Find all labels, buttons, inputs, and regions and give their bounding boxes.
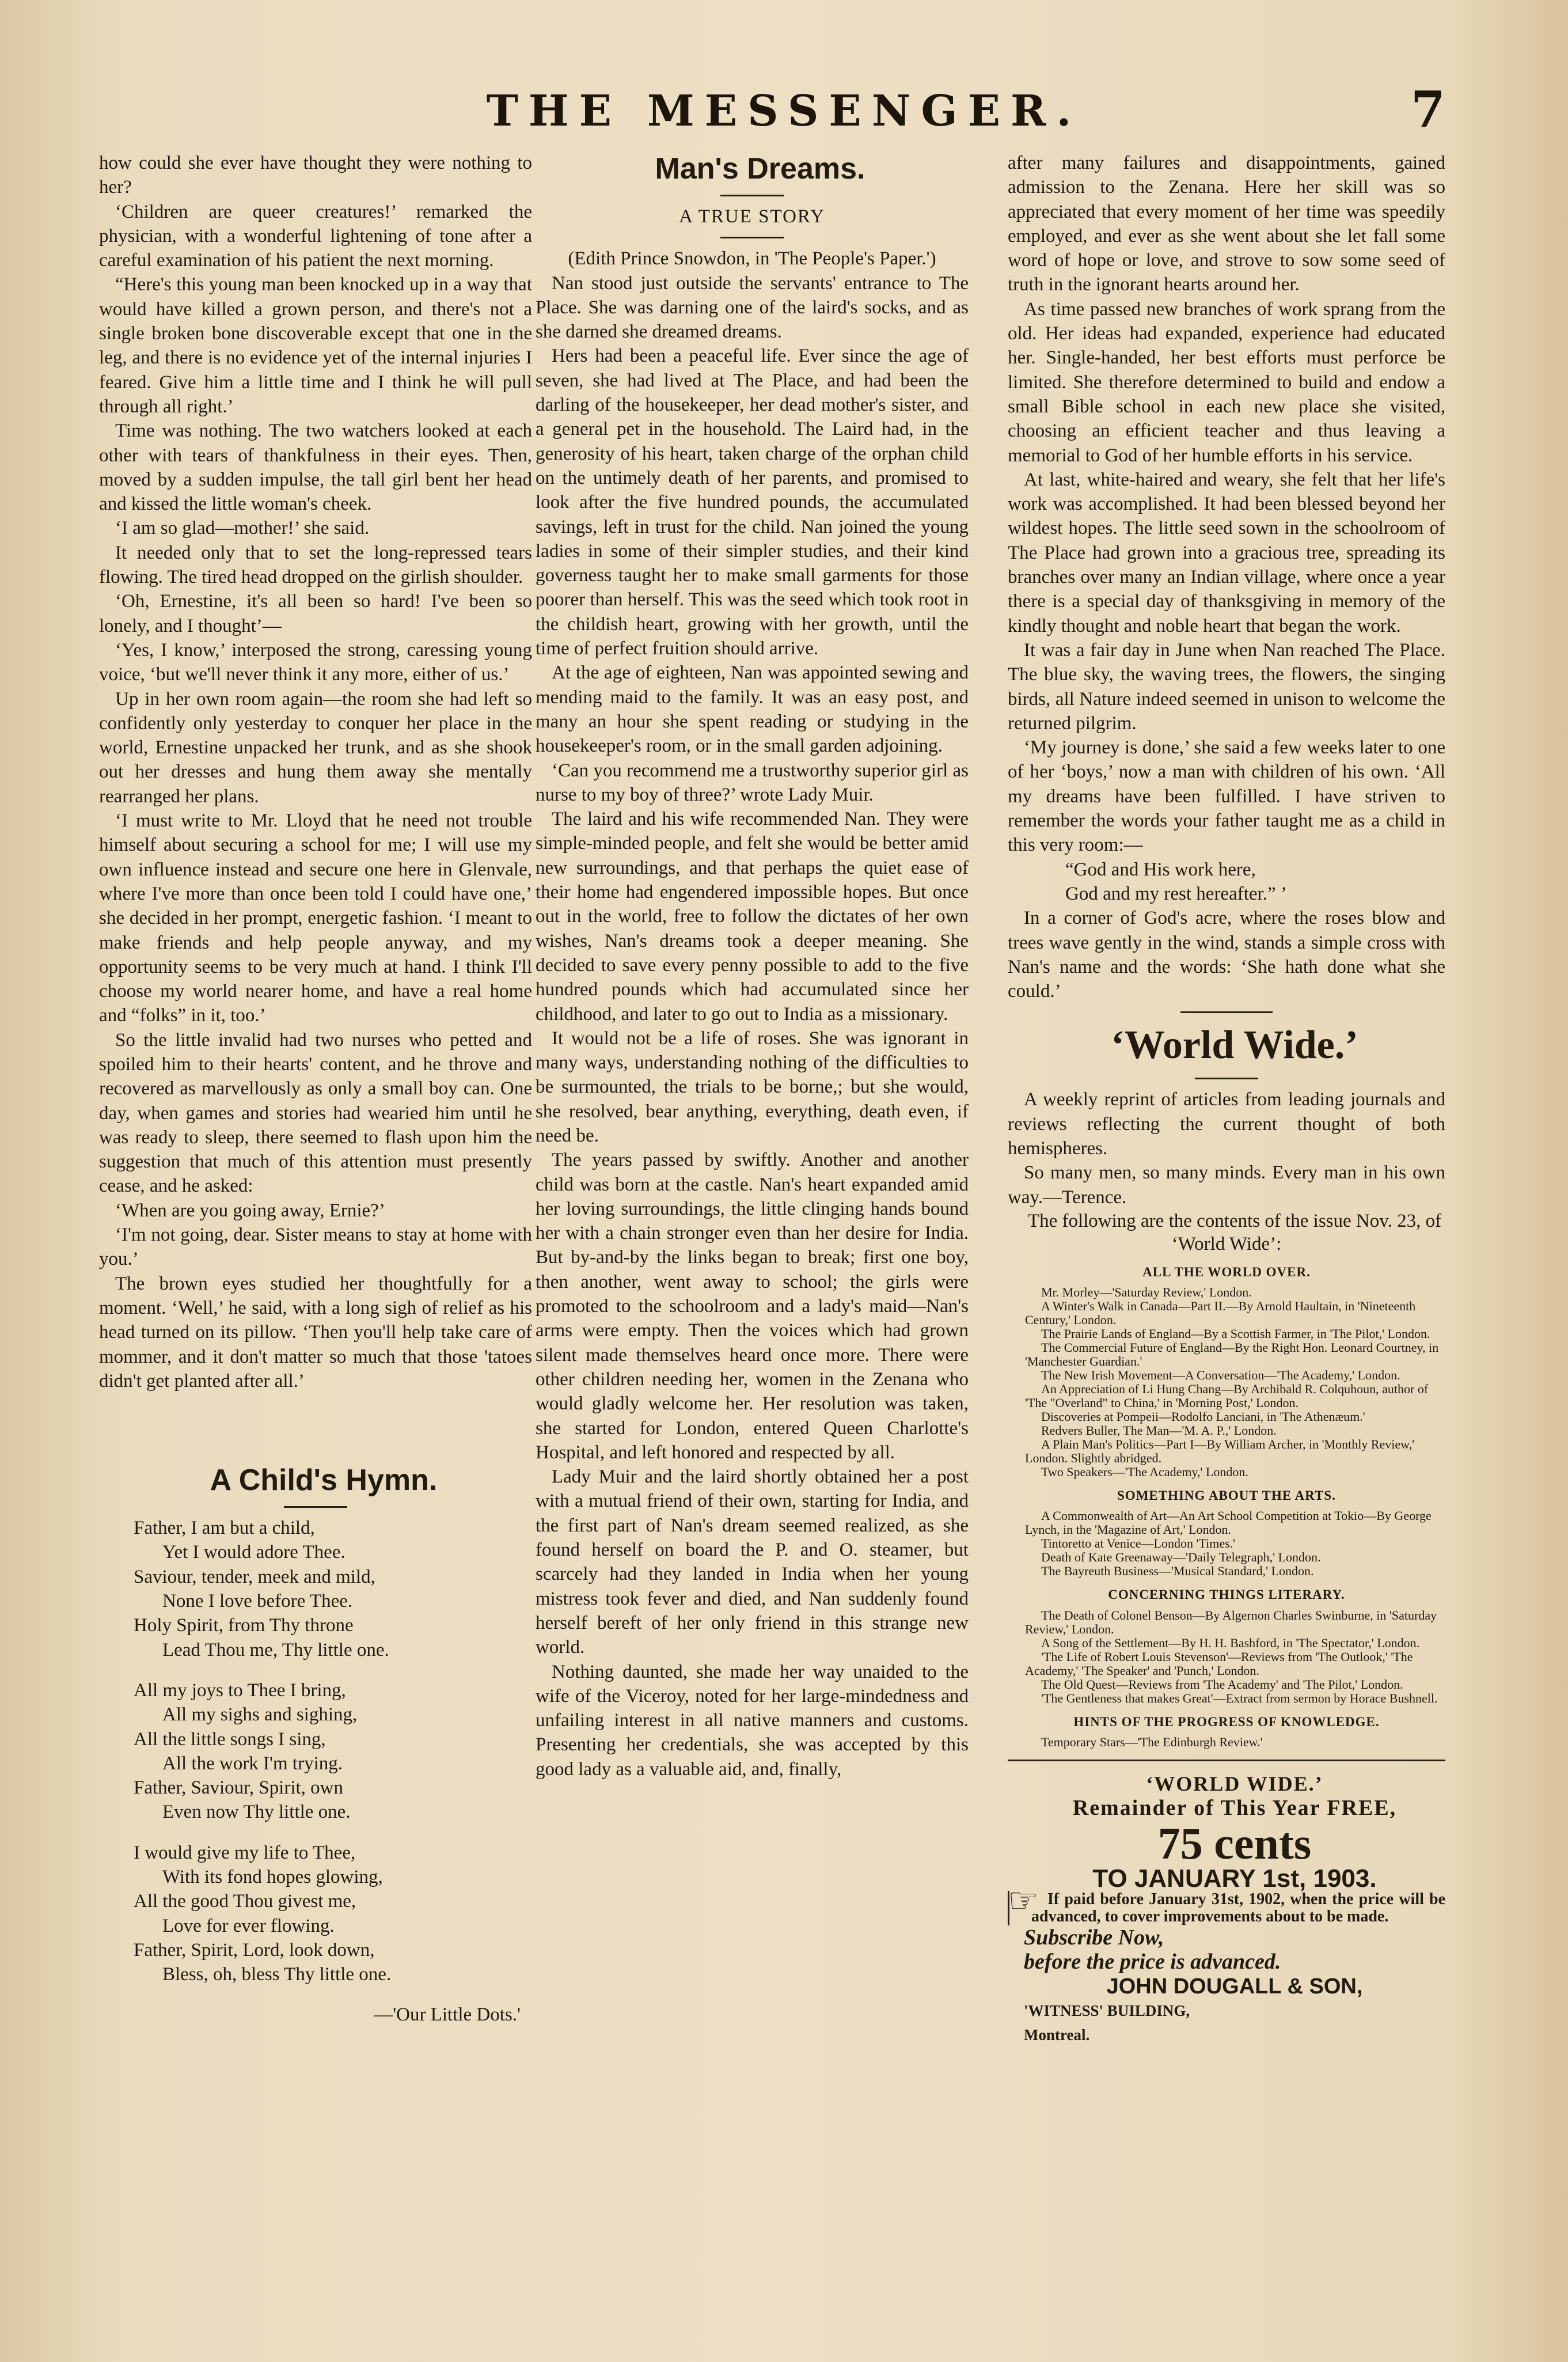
hymn-stanza xyxy=(99,1516,532,1662)
paragraph: At last, white-haired and weary, she felt that her life's work was accomplished. It had been blessed beyond her wildest hopes. The little seed sown in the schoolroom of The Place had grown into a gracious tree, spreading its branches over many an Indian village, where once a year there is a special day of thanksgiving in memory of the kindly thought and noble heart that began the work. xyxy=(1008,469,1445,636)
subscription-ad xyxy=(1008,1772,1445,2047)
paragraph: It needed only that to set the long-repressed tears flowing. The tired head dropped on the girlish shoulder. xyxy=(99,542,532,588)
paragraph: The years passed by swiftly. Another and another child was born at the castle. Nan's heart expanded amid her loving surroundings, the little clinging hands bound her with a chain stronger even than her desire for India. But by-and-by the links began to break; first one boy, then another, went away to school; the girls were promoted to the schoolroom and a lady's maid—Nan's arms were empty. Then the voices which had grown silent made themselves heard once more. There were other children needing her, women in the Zenana who would gladly welcome her. Her resolution was taken, she started for London, entered Queen Charlotte's Hospital, and left honored and respected by all. xyxy=(536,1150,969,1463)
contents-entry: The Bayreuth Business—'Musical Standard,' London. xyxy=(1041,1564,1314,1579)
page-number: 7 xyxy=(1411,81,1445,139)
contents-entry: A Winter's Walk in Canada—Part II.—By Arnold Haultain, in 'Nineteenth Century,' London. xyxy=(1025,1299,1416,1328)
contents-entry: The New Irish Movement—A Conversation—'The Academy,' London. xyxy=(1041,1368,1400,1383)
paragraph: ‘My journey is done,’ she said a few weeks later to one of her ‘boys,’ now a man with children of his own. ‘All my dreams have been fulfilled. I have striven to remember the words your father taught me as a child in this very room:— xyxy=(1008,737,1445,856)
hymn-line: Bless, oh, bless Thy little one. xyxy=(162,1964,392,1985)
paragraph: Lady Muir and the laird shortly obtained her a post with a mutual friend of their own, starting for India, and the first part of Nan's dream seemed realized, as she found herself on board the P. and O. steamer, but scarcely had they landed in India when her young mistress took fever and died, and Nan suddenly found herself bereft of her only friend in this strange new world. xyxy=(536,1466,969,1658)
contents-entry: Temporary Stars—'The Edinburgh Review.' xyxy=(1041,1735,1263,1750)
contents-entry: Discoveries at Pompeii—Rodolfo Lanciani, in 'The Athenæum.' xyxy=(1041,1409,1365,1424)
contents-entry: The Commercial Future of England—By the Right Hon. Leonard Courtney, in 'Manchester Guardian.' xyxy=(1025,1340,1439,1369)
paragraph: Up in her own room again—the room she had left so confidently only yesterday to conquer her place in the world, Ernestine unpacked her trunk, and as she shook out her dresses and hung them away she mentally rearranged her plans. xyxy=(99,688,532,807)
paragraph: Time was nothing. The two watchers looked at each other with tears of thankfulness in their eyes. Then, moved by a sudden impulse, the tall girl bent her head and kissed the little woman's cheek. xyxy=(99,420,532,515)
ad-until: TO JANUARY 1st, 1903. xyxy=(1092,1864,1377,1893)
divider xyxy=(1195,1078,1258,1079)
hymn-line: Lead Thou me, Thy little one. xyxy=(162,1639,389,1660)
paragraph: ‘I am so glad—mother!’ she said. xyxy=(115,518,370,539)
hymn-line: Father, Saviour, Spirit, own xyxy=(134,1777,343,1799)
article-continuation xyxy=(1008,151,1445,858)
column-2 xyxy=(536,151,969,1781)
paragraph: At the age of eighteen, Nan was appointed sewing and mending maid to the family. It was an easy post, and many an hour she spent reading or studying in the housekeeper's room, or in the small garden adjoining. xyxy=(536,662,969,757)
hymn-line: Saviour, tender, meek and mild, xyxy=(134,1566,375,1587)
contents-entry: 'The Gentleness that makes Great'—Extract from sermon by Horace Bushnell. xyxy=(1041,1690,1438,1705)
paragraph: A weekly reprint of articles from leading journals and reviews reflecting the current thought of both hemispheres. xyxy=(1008,1089,1445,1159)
contents-entry: Redvers Buller, The Man—'M. A. P.,' London. xyxy=(1041,1423,1277,1438)
hymn-source: —'Our Little Dots.' xyxy=(374,2004,521,2026)
contents-entry: The Old Quest—Reviews from 'The Academy' and 'The Pilot,' London. xyxy=(1041,1677,1403,1692)
hymn-poem xyxy=(99,1516,532,1986)
contents-entry: A Commonwealth of Art—An Art School Competition at Tokio—By George Lynch, in the 'Magazine of Art,' London. xyxy=(1025,1508,1432,1537)
paragraph: how could she ever have thought they were nothing to her? xyxy=(99,153,532,198)
column-1 xyxy=(99,151,532,2027)
divider xyxy=(720,195,784,196)
paragraph: ‘Yes, I know,’ interposed the strong, caressing young voice, ‘but we'll never think it any more, either of us.’ xyxy=(99,639,532,685)
ad-condition: If paid before January 31st, 1902, when the price will be advanced, to cover improvements about to be made. xyxy=(1008,1891,1445,1925)
contents-entry: Mr. Morley—'Saturday Review,' London. xyxy=(1041,1285,1252,1300)
hymn-line: Even now Thy little one. xyxy=(162,1802,351,1823)
contents-section-heading: HINTS OF THE PROGRESS OF KNOWLEDGE. xyxy=(1073,1714,1380,1729)
paragraph: As time passed new branches of work sprang from the old. Her ideas had expanded, experience had educated her. Single-handed, her best efforts must perforce be limited. She therefore determined to build and endow a small Bible school in each new place she visited, choosing an efficient teacher and thus leaving a memorial to God of her humble efforts in his service. xyxy=(1008,298,1445,466)
paragraph: ‘I'm not going, dear. Sister means to stay at home with you.’ xyxy=(99,1224,532,1270)
contents-intro: The following are the contents of the issue Nov. 23, of ‘World Wide’: xyxy=(1027,1210,1442,1254)
paragraph: The brown eyes studied her thoughtfully for a moment. ‘Well,’ he said, with a long sigh of relief as his head turned on its pillow. ‘Then you'll help take care of mommer, and it don't matter so much that those 'tatoes didn't get planted after all.’ xyxy=(99,1273,532,1392)
ad-offer: Remainder of This Year FREE, xyxy=(1072,1796,1397,1821)
paragraph: It would not be a life of roses. She was ignorant in many ways, understanding nothing of the difficulties to be surmounted, the trials to be borne,; but she would, she resolved, bear anything, everything, death even, if need be. xyxy=(536,1028,969,1146)
hymn-line: Holy Spirit, from Thy throne xyxy=(134,1615,354,1636)
hymn-stanza xyxy=(99,1678,532,1825)
contents-entry: A Song of the Settlement—By H. H. Bashford, in 'The Spectator,' London. xyxy=(1041,1635,1420,1650)
contents-list xyxy=(1008,1260,1445,1749)
hymn-line: With its fond hopes glowing, xyxy=(162,1867,383,1887)
hymn-line: All the little songs I sing, xyxy=(134,1728,326,1750)
hymn-line: All the work I'm trying. xyxy=(162,1753,343,1774)
contents-section-heading: CONCERNING THINGS LITERARY. xyxy=(1108,1587,1345,1602)
article-byline: (Edith Prince Snowdon, in 'The People's Paper.') xyxy=(568,248,936,270)
contents-entry: Tintoretto at Venice—London 'Times.' xyxy=(1041,1536,1236,1551)
paragraph: Nothing daunted, she made her way unaided to the wife of the Viceroy, noted for her large-mindedness and unfailing interest in all native manners and customs. Presenting her credentials, she was accepted by this good lady as a valuable aid, and, finally, xyxy=(536,1661,969,1780)
contents-entry: An Appreciation of Li Hung Chang—By Archibald R. Colquhoun, author of 'The "Overland" to China,' in 'Morning Post,' London. xyxy=(1025,1382,1429,1411)
paragraph: after many failures and disappointments, gained admission to the Zenana. Here her skill was so appreciated that every moment of her time was speedily employed, and ever as she went about she let fall some word of hope or love, and strove to sow some seed of truth in the ignorant hearts around her. xyxy=(1008,153,1445,295)
ad-publisher: JOHN DOUGALL & SON, xyxy=(1106,1974,1363,1999)
ad-address: 'WITNESS' BUILDING, xyxy=(1024,2001,1190,2019)
hymn-stanza xyxy=(99,1841,532,1987)
verse-line: God and my rest hereafter.” ’ xyxy=(1065,883,1287,904)
article-subtitle: A TRUE STORY xyxy=(679,206,825,227)
hymn-title: A Child's Hymn. xyxy=(210,1464,438,1497)
paragraph: So many men, so many minds. Every man in his own way.—Terence. xyxy=(1008,1162,1445,1208)
hymn-line: I would give my life to Thee, xyxy=(134,1842,356,1863)
paragraph: ‘When are you going away, Ernie?’ xyxy=(115,1200,385,1221)
pointing-hand-icon: ☞ xyxy=(1008,1881,1039,1920)
paragraph: Hers had been a peaceful life. Ever since the age of seven, she had lived at The Place, and had been the darling of the housekeeper, her dead mother's sister, and a general pet in the household. The Laird had, in the generosity of his heart, taken charge of the orphan child on the untimely death of her parents, and promised to look after the five hundred pounds, the accumulated savings, left in trust for the child. Nan joined the young ladies in some of their simpler studies, and their kind governess taught her to make small garments for those poorer than herself. This was the seed which took root in the childish heart, growing with her growth, until the time of perfect fruition should arrive. xyxy=(536,346,969,659)
contents-section-heading: SOMETHING ABOUT THE ARTS. xyxy=(1117,1488,1336,1503)
verse xyxy=(1065,858,1445,907)
hymn-line: Love for ever flowing. xyxy=(162,1915,335,1936)
hymn-line: Yet I would adore Thee. xyxy=(162,1542,346,1563)
verse-line: “God and His work here, xyxy=(1065,859,1256,880)
contents-entry: The Death of Colonel Benson—By Algernon Charles Swinburne, in 'Saturday Review,' London. xyxy=(1025,1607,1437,1636)
article-closing: In a corner of God's acre, where the roses blow and trees wave gently in the wind, stands a simple cross with Nan's name and the words: ‘She hath done what she could.’ xyxy=(1008,908,1445,1002)
paragraph: ‘I must write to Mr. Lloyd that he need not trouble himself about securing a school for me; I will use my own influence instead and secure one here in Glenvale, where I've more than once been told I could have one,’ she decided in her prompt, energetic fashion. ‘I meant to make friends and help people anyway, and my opportunity seems to be very much at hand. I think I'll choose my world nearer home, and have a real home and “folks” in it, too.’ xyxy=(99,810,532,1026)
article-title: Man's Dreams. xyxy=(655,152,865,185)
article-body xyxy=(536,271,969,1781)
ad-cta-subscribe: Subscribe Now, xyxy=(1024,1925,1164,1950)
paragraph: ‘Oh, Ernestine, it's all been so hard! I've been so lonely, and I thought’— xyxy=(99,591,532,636)
ad-title: ‘WORLD WIDE.’ xyxy=(1146,1772,1323,1796)
hymn-line: All my joys to Thee I bring, xyxy=(134,1679,346,1701)
ad-city: Montreal. xyxy=(1024,2026,1090,2044)
paragraph: So the little invalid had two nurses who petted and spoiled him to their hearts' content, and he throve and recovered as marvellously as only a small boy can. One day, when games and stories had wearied him until he was ready to sleep, there seemed to flash upon him the suggestion that much of this attention must presently cease, and he asked: xyxy=(99,1029,532,1197)
divider xyxy=(720,237,784,238)
contents-entry: Death of Kate Greenaway—'Daily Telegraph,' London. xyxy=(1041,1550,1321,1565)
ad-price: 75 cents xyxy=(1157,1818,1312,1868)
divider xyxy=(1008,1760,1445,1761)
divider xyxy=(1180,1011,1273,1013)
contents-entry: 'The Life of Robert Louis Stevenson'—Reviews from 'The Outlook,' 'The Academy,' 'The Speaker' and 'Punch,' London. xyxy=(1025,1649,1413,1678)
paragraph: ‘Children are queer creatures!’ remarked the physician, with a wonderful lightening of tone after a careful examination of his patient the next morning. xyxy=(99,201,532,271)
masthead: THE MESSENGER. xyxy=(486,86,1082,136)
ad-cta-price: before the price is advanced. xyxy=(1024,1950,1281,1974)
paragraph: The laird and his wife recommended Nan. They were simple-minded people, and felt she would be better amid new surroundings, and that perhaps the quiet ease of their home had engendered impossible hopes. But once out in the world, free to follow the dictates of her own wishes, Nan's dreams took a deeper meaning. She decided to save every penny possible to add to the five hundred pounds which had accumulated since her childhood, and later to go out to India as a missionary. xyxy=(536,809,969,1025)
hymn-line: Father, Spirit, Lord, look down, xyxy=(134,1939,375,1961)
world-wide-description xyxy=(1008,1087,1445,1209)
contents-entry: Two Speakers—'The Academy,' London. xyxy=(1041,1465,1248,1480)
hymn-line: None I love before Thee. xyxy=(162,1591,353,1612)
story-continuation xyxy=(99,151,532,1393)
hymn-line: All the good Thou givest me, xyxy=(134,1891,356,1912)
hymn-line: All my sighs and sighing, xyxy=(162,1704,358,1726)
divider xyxy=(284,1506,347,1508)
paragraph: “Here's this young man been knocked up in a way that would have killed a grown person, and there's not a single broken bone discoverable except that one in the leg, and there is no evidence yet of the internal injuries I feared. Give him a little time and I think he will pull through all right.’ xyxy=(99,274,532,417)
contents-entry: A Plain Man's Politics—Part I—By William Archer, in 'Monthly Review,' London. Slightly abridged. xyxy=(1025,1437,1415,1466)
paragraph: It was a fair day in June when Nan reached The Place. The blue sky, the waving trees, the flowers, the singing birds, all Nature indeed seemed in unison to welcome the returned pilgrim. xyxy=(1008,639,1445,734)
paragraph: ‘Can you recommend me a trustworthy superior girl as nurse to my boy of three?’ wrote Lady Muir. xyxy=(536,760,969,805)
contents-section-heading: ALL THE WORLD OVER. xyxy=(1142,1264,1311,1279)
paragraph: Nan stood just outside the servants' entrance to The Place. She was darning one of the laird's socks, and as she darned she dreamed dreams. xyxy=(536,272,969,343)
world-wide-title: ‘World Wide.’ xyxy=(1111,1023,1358,1068)
contents-entry: The Prairie Lands of England—By a Scottish Farmer, in 'The Pilot,' London. xyxy=(1041,1326,1430,1341)
hymn-line: Father, I am but a child, xyxy=(134,1518,315,1539)
column-3 xyxy=(1008,151,1445,2047)
